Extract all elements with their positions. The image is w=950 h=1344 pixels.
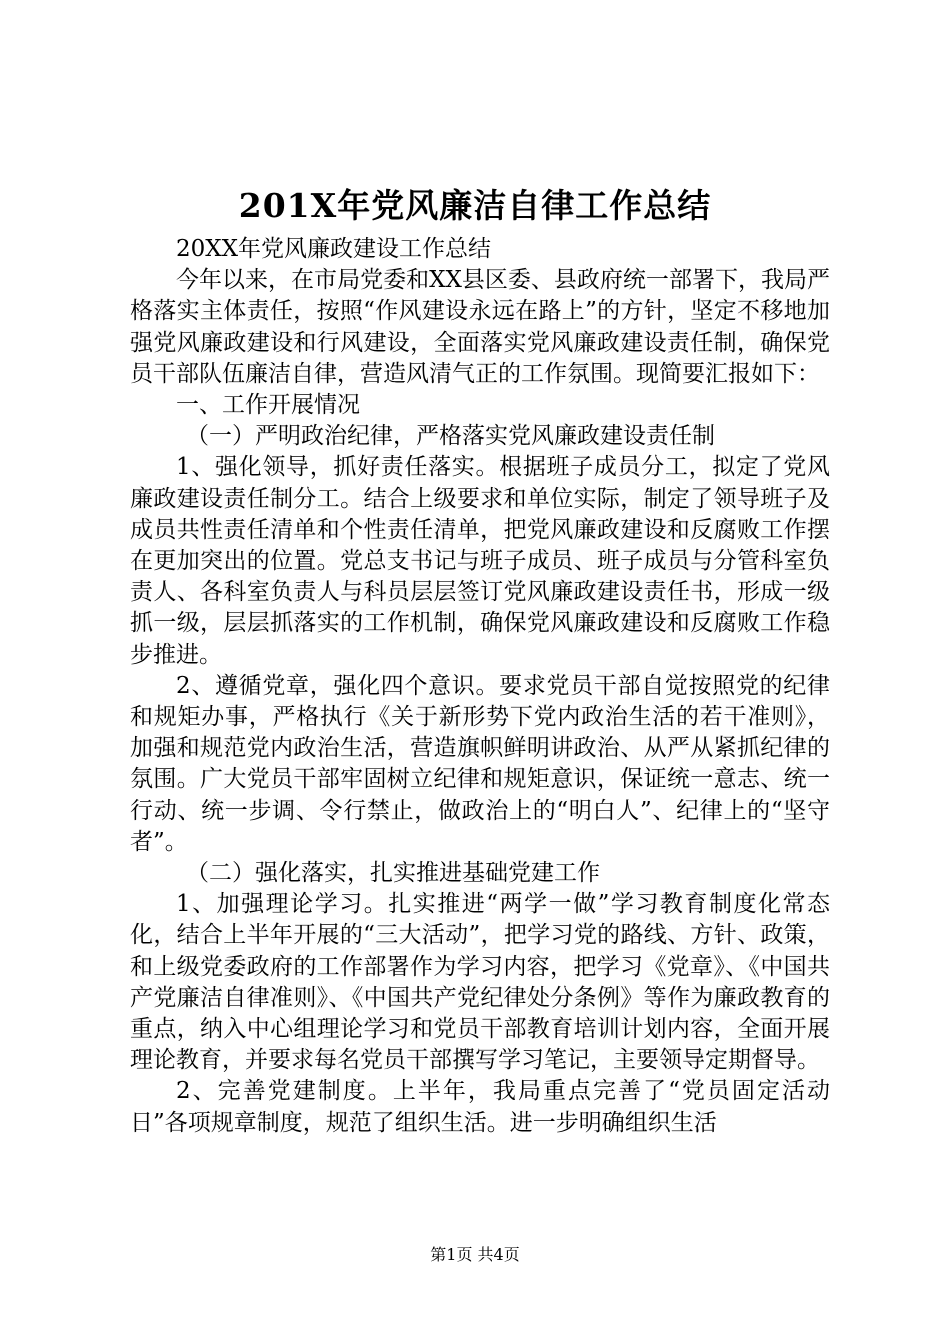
document-title: 201X年党风廉洁自律工作总结 <box>238 186 712 225</box>
body-paragraph: 1、加强理论学习。扎实推进“两学一做”学习教育制度化常态化，结合上半年开展的“三大活动”，把学习党的路线、方针、政策，和上级党委政府的工作部署作为学习内容，把学习《党章》、《中国共产党廉洁自律准则》、《中国共产党纪律处分条例》等作为廉政教育的重点，纳入中心组理论学习和党员干部教育培训计划内容，全面开展理论教育，并要求每名党员干部撰写学习笔记，主要领导定期督导。 <box>130 891 830 1074</box>
subtitle-paragraph: 20XX年党风廉政建设工作总结 <box>176 236 492 262</box>
section-heading: 一、工作开展情况 <box>176 392 360 419</box>
document-body <box>130 234 830 1139</box>
intro-paragraph: 今年以来，在市局党委和XX县区委、县政府统一部署下，我局严格落实主体责任，按照“作风建设永远在路上”的方针，坚定不移地加强党风廉政建设和行风建设，全面落实党风廉政建设责任制，确保党员干部队伍廉洁自律，营造风清气正的工作氛围。现简要汇报如下： <box>130 267 830 387</box>
body-paragraph: 2、完善党建制度。上半年，我局重点完善了“党员固定活动日”各项规章制度，规范了组织生活。进一步明确组织生活 <box>130 1078 830 1136</box>
subsection-heading: （一）严明政治纪律，严格落实党风廉政建设责任制 <box>186 423 715 450</box>
page-footer: 第1页 共4页 <box>430 1245 520 1264</box>
body-paragraph: 1、强化领导，抓好责任落实。根据班子成员分工，拟定了党风廉政建设责任制分工。结合上级要求和单位实际，制定了领导班子及成员共性责任清单和个性责任清单，把党风廉政建设和反腐败工作摆在更加突出的位置。党总支书记与班子成员、班子成员与分管科室负责人、各科室负责人与科员层层签订党风廉政建设责任书，形成一级抓一级，层层抓落实的工作机制，确保党风廉政建设和反腐败工作稳步推进。 <box>130 454 830 668</box>
body-paragraph: 2、遵循党章，强化四个意识。要求党员干部自觉按照党的纪律和规矩办事，严格执行《关于新形势下党内政治生活的若干准则》，加强和规范党内政治生活，营造旗帜鲜明讲政治、从严从紧抓纪律的氛围。广大党员干部牢固树立纪律和规矩意识，保证统一意志、统一行动、统一步调、令行禁止，做政治上的“明白人”、纪律上的“坚守者”。 <box>130 672 830 855</box>
subsection-heading: （二）强化落实，扎实推进基础党建工作 <box>186 860 600 887</box>
